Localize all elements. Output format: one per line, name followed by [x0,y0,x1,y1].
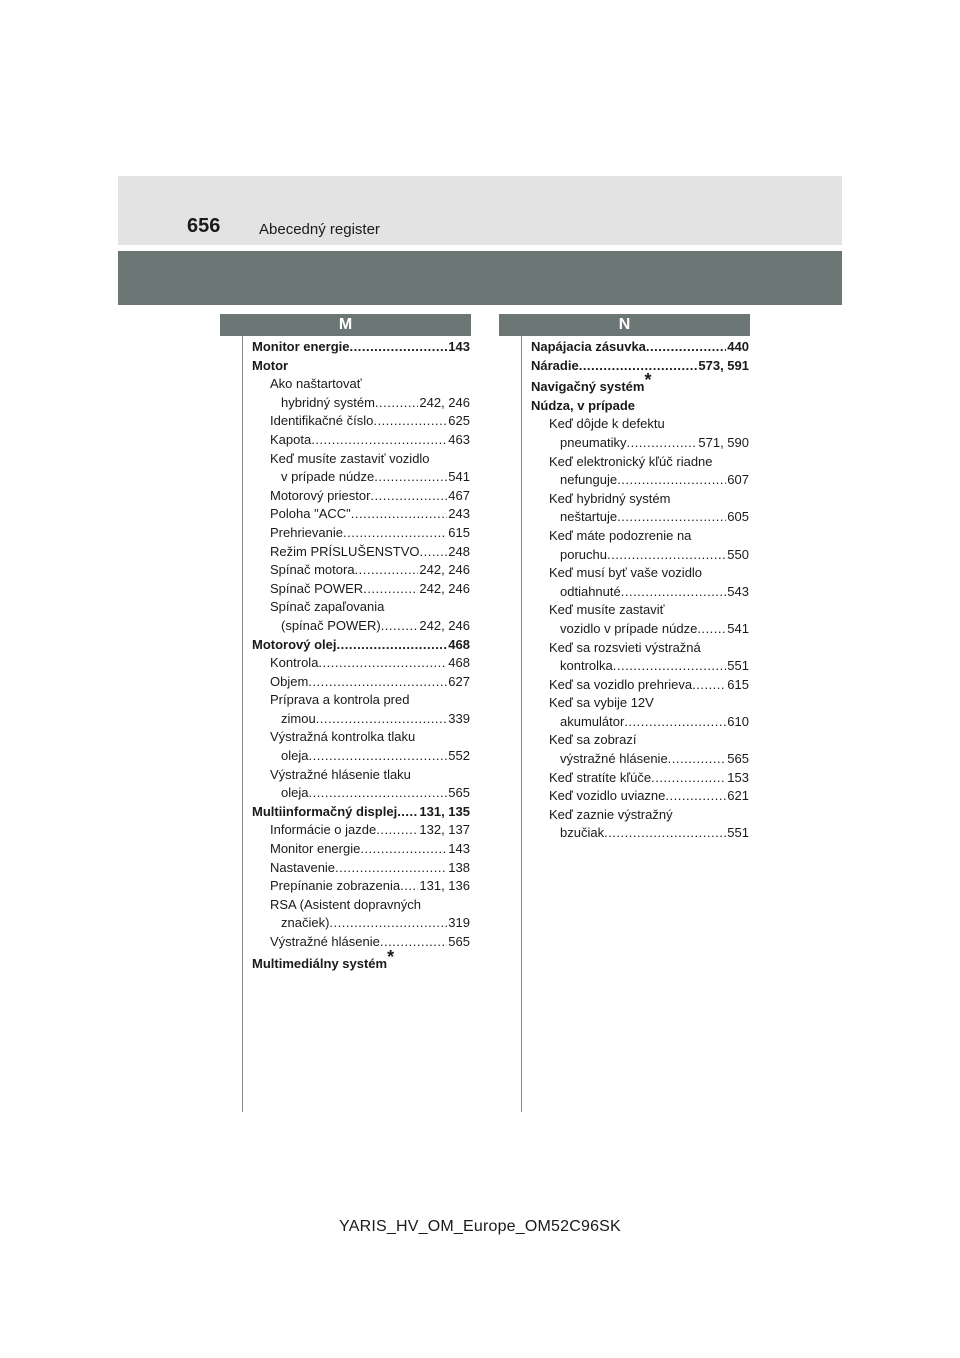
entry-term: kontrolka [560,658,613,674]
entry-term: Poloha "ACC" [270,506,351,522]
entry-term: (spínač POWER) [281,617,381,633]
page-reference: 550 [727,546,749,562]
dot-leader [617,508,726,527]
dot-leader [604,824,726,843]
column-divider-left [242,336,243,1112]
index-entry [531,806,749,825]
page-reference: 132, 137 [419,822,470,838]
index-entry [531,527,749,546]
index-entry [252,673,470,692]
page-reference: 541 [448,469,470,485]
dot-leader [626,434,697,453]
index-entry [531,601,749,620]
entry-term: Keď elektronický kľúč riadne [549,453,713,469]
entry-term: Keď musíte zastaviť [549,602,665,618]
dot-leader [329,914,447,933]
index-entry [252,357,470,376]
entry-term: Kontrola [270,655,319,671]
page-reference: 468 [448,636,470,652]
footnote-asterisk: * [387,946,395,967]
index-entry [252,524,470,543]
entry-term: poruchu [560,546,607,562]
index-entry [252,877,470,896]
dot-leader [343,524,447,543]
entry-term: oleja [281,785,309,801]
index-entry [252,338,470,357]
index-entry [252,691,470,710]
index-entry [252,747,470,766]
letter-header-n: N [499,314,750,336]
entry-term: Keď musíte zastaviť vozidlo [270,450,430,466]
entry-term: značiek) [281,915,330,931]
index-entry [252,896,470,915]
index-entry [252,580,470,599]
entry-term: pneumatiky [560,434,627,450]
page-reference: 571, 590 [698,434,749,450]
index-entry [252,487,470,506]
entry-term: bzučiak [560,825,605,841]
entry-term: Monitor energie [252,339,350,354]
page-number: 656 [187,215,221,237]
index-entry [252,728,470,747]
dot-leader [420,543,448,562]
entry-term: Keď vozidlo uviazne [549,788,666,804]
page-reference: 565 [727,751,749,767]
page-reference: 621 [727,788,749,804]
entry-term: Ako naštartovať [270,376,362,392]
page-reference: 573, 591 [698,357,749,373]
entry-term: Spínač motora [270,562,355,578]
index-entry [531,508,749,527]
index-entry [531,471,749,490]
dot-leader [363,580,418,599]
entry-term: Nastavenie [270,859,336,875]
index-entry [252,766,470,785]
page-reference: 615 [448,524,470,540]
dot-leader [308,747,447,766]
index-entry [252,840,470,859]
index-entry [252,543,470,562]
index-entry [252,394,470,413]
index-entry [531,657,749,676]
dot-leader [311,431,447,450]
index-entry [531,750,749,769]
index-entry [531,824,749,843]
entry-term: Monitor energie [270,841,361,857]
index-entry [531,370,749,397]
entry-term: Objem [270,673,309,689]
entry-term: Keď hybridný systém [549,490,671,506]
index-entry [252,821,470,840]
index-entry [531,434,749,453]
dot-leader [692,676,726,695]
entry-term: výstražné hlásenie [560,751,668,767]
dot-leader [318,654,447,673]
dot-leader [360,840,447,859]
page-reference: 607 [727,472,749,488]
page-reference: 615 [727,676,749,692]
index-entry [531,639,749,658]
index-entry [252,450,470,469]
entry-term: Režim PRÍSLUŠENSTVO [270,543,420,559]
index-entry [252,598,470,617]
page-reference: 468 [448,655,470,671]
dot-leader [646,338,726,357]
page-reference: 242, 246 [419,580,470,596]
index-entry [252,859,470,878]
dot-leader [400,877,418,896]
dot-leader [335,859,447,878]
page-reference: 242, 246 [419,617,470,633]
footnote-asterisk: * [644,370,652,391]
index-column-n [531,338,749,843]
dot-leader [373,412,447,431]
page-reference: 131, 136 [419,878,470,894]
entry-term: v prípade núdze [281,469,375,485]
index-entry [531,731,749,750]
index-column-m [252,338,470,973]
index-entry [531,338,749,357]
page-reference: 463 [448,431,470,447]
entry-term: RSA (Asistent dopravných [270,896,422,912]
index-entry [252,636,470,655]
dot-leader [374,468,447,487]
index-entry [252,505,470,524]
entry-term: Výstražné hlásenie [270,934,380,949]
entry-term: zimou [281,710,316,726]
entry-term: Spínač POWER [270,580,364,596]
entry-term: Výstražná kontrolka tlaku [270,729,416,745]
dot-leader [665,787,726,806]
index-entry [531,564,749,583]
entry-term: Napájacia zásuvka [531,339,646,354]
dot-leader [381,617,419,636]
letter-header-m: M [220,314,471,336]
index-entry [531,583,749,602]
index-entry [252,561,470,580]
entry-term: Motorový priestor [270,487,371,503]
entry-term: Multimediálny systém [252,955,388,971]
dot-leader [668,750,727,769]
entry-term: Prehrievanie [270,524,343,540]
page-reference: 440 [727,339,749,354]
index-entry [531,546,749,565]
dot-leader [613,657,727,676]
column-divider-right [521,336,522,1112]
dot-leader [579,357,698,376]
page-reference: 605 [727,509,749,525]
page-reference: 551 [727,658,749,674]
page-reference: 610 [727,713,749,729]
dot-leader [617,471,726,490]
section-band [118,251,842,305]
page-reference: 625 [448,413,470,429]
index-entry [531,357,749,376]
page-reference: 543 [727,583,749,599]
entry-term: Príprava a kontrola pred [270,692,410,708]
entry-term: akumulátor [560,713,625,729]
page-reference: 552 [448,748,470,764]
entry-term: Multiinformačný displej [252,803,398,819]
entry-term: Keď sa rozsvieti výstražná [549,639,701,655]
entry-term: Keď stratíte kľúče [549,769,652,785]
page-reference: 242, 246 [419,562,470,578]
dot-leader [651,769,726,788]
entry-term: Keď dôjde k defektu [549,416,665,432]
entry-term: Motor [252,357,289,373]
section-title: Abecedný register [259,221,380,238]
dot-leader [376,821,418,840]
index-entry [531,453,749,472]
index-entry [252,784,470,803]
document-code: YARIS_HV_OM_Europe_OM52C96SK [339,1218,621,1235]
page-reference: 153 [727,769,749,785]
entry-term: Motorový olej [252,636,337,652]
dot-leader [337,636,448,655]
page-reference: 143 [448,841,470,857]
page-reference: 243 [448,506,470,522]
page-reference: 242, 246 [419,394,470,410]
page-reference: 541 [727,620,749,636]
entry-term: Keď sa vozidlo prehrieva [549,676,693,692]
dot-leader [607,546,726,565]
dot-leader [316,710,448,729]
entry-term: Kapota [270,431,312,447]
header-band [118,176,842,245]
entry-term: Spínač zapaľovania [270,599,385,615]
page-reference: 138 [448,859,470,875]
index-entry [252,412,470,431]
entry-term: Keď zaznie výstražný [549,806,673,822]
entry-term: Keď sa vybije 12V [549,695,654,711]
dot-leader [697,620,726,639]
page-reference: 248 [448,543,470,559]
index-entry [252,946,470,974]
index-entry [531,694,749,713]
index-entry [252,933,470,952]
entry-term: neštartuje [560,509,618,525]
index-entry [531,713,749,732]
entry-term: odtiahnuté [560,583,621,599]
dot-leader [624,713,726,732]
entry-term: oleja [281,748,309,764]
dot-leader [308,784,447,803]
dot-leader [397,803,418,822]
index-entry [252,654,470,673]
page-reference: 339 [448,710,470,726]
entry-term: Keď máte podozrenie na [549,527,692,543]
dot-leader [308,673,447,692]
entry-term: Navigačný systém [531,379,645,395]
index-entry [252,710,470,729]
dot-leader [370,487,447,506]
dot-leader [350,338,448,357]
page-reference: 467 [448,487,470,503]
dot-leader [375,394,418,413]
page-reference: 319 [448,915,470,931]
index-entry [531,490,749,509]
index-entry [531,620,749,639]
index-entry [531,676,749,695]
page-reference: 143 [448,339,470,354]
dot-leader [621,583,727,602]
page-reference: 551 [727,825,749,841]
entry-term: hybridný systém [281,394,375,410]
index-entry [531,787,749,806]
dot-leader [351,505,448,524]
page-reference: 565 [448,934,470,949]
entry-term: Núdza, v prípade [531,397,636,413]
index-entry [252,803,470,822]
index-entry [252,375,470,394]
entry-term: Informácie o jazde [270,822,377,838]
dot-leader [355,561,419,580]
page-reference: 627 [448,673,470,689]
index-entry [531,415,749,434]
entry-term: Náradie [531,357,579,373]
index-entry [252,914,470,933]
entry-term: Identifikačné číslo [270,413,374,429]
entry-term: Keď sa zobrazí [549,732,637,748]
index-entry [252,617,470,636]
index-entry [531,769,749,788]
index-entry [252,468,470,487]
entry-term: Výstražné hlásenie tlaku [270,766,411,782]
entry-term: nefunguje [560,472,618,488]
page-reference: 131, 135 [419,803,470,819]
index-entry [531,397,749,416]
index-entry [252,431,470,450]
page-reference: 565 [448,785,470,801]
entry-term: Prepínanie zobrazenia [270,878,401,894]
entry-term: vozidlo v prípade núdze [560,620,698,636]
entry-term: Keď musí byť vaše vozidlo [549,565,703,581]
